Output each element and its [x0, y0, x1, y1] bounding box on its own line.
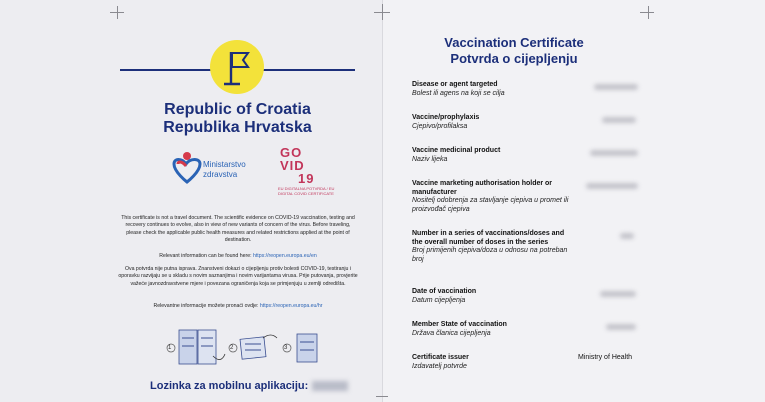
crop-mark: [648, 6, 649, 19]
crop-mark: [382, 4, 383, 20]
field-label-hr: Cjepivo/profilaksa: [412, 122, 468, 130]
crop-mark: [117, 6, 118, 19]
field-label-hr: Datum cijepljenja: [412, 296, 466, 304]
field-label-en: Disease or agent targeted: [412, 81, 498, 88]
certificate-title-hr: Potvrda o cijepljenju: [450, 51, 578, 66]
redacted-value: [620, 233, 634, 239]
field-manufacturer: [412, 180, 572, 214]
covid-logo-caption: EU DIGITALNA POTVRDA / EU DIGITAL COVID CERTIFICATE: [278, 186, 335, 196]
redacted-value: [600, 291, 636, 297]
field-label-en: Member State of vaccination: [412, 321, 507, 328]
relevant-info-hr-label: Relevantne informacije možete pronaći ovdje:: [153, 303, 260, 309]
flag-emblem-icon: [210, 40, 264, 94]
field-label-en: Number in a series of vaccinations/doses and the overall number of doses in the series: [412, 230, 565, 246]
field-label-hr: Broj primijenih cjepiva/doza u odnosu na potreban broj: [412, 247, 568, 263]
step-1-number: 1: [168, 345, 172, 351]
field-label-en: Vaccine medicinal product: [412, 147, 501, 154]
field-vaccine-type: [412, 114, 572, 131]
mobile-app-password: [150, 380, 348, 393]
country-name-hr: Republika Hrvatska: [163, 119, 312, 136]
relevant-info-en: [118, 253, 358, 260]
field-label-hr: Bolest ili agens na koji se cilja: [412, 89, 505, 97]
field-vaccine-product: [412, 147, 572, 164]
reopen-link-hr[interactable]: https://reopen.europa.eu/hr: [259, 303, 323, 309]
password-redacted: [312, 381, 348, 391]
field-dose-number: [412, 230, 572, 264]
notice-en: This certificate is not a travel document. The scientific evidence on COVID-19 vaccination, testing and recovery continues to evolve, also in view of new variants of concern of the virus. Before traveling, please check the applicable public health measures and related restrictions applied at the point of destination.: [121, 215, 355, 243]
crop-mark: [640, 12, 654, 13]
ministry-name: [203, 160, 246, 180]
field-label-en: Vaccine/prophylaxis: [412, 114, 480, 121]
covid-logo-line-1: GO: [280, 145, 303, 160]
field-label-hr: Država članica cijepljenja: [412, 329, 491, 337]
redacted-value: [594, 84, 638, 90]
ministry-line-2: zdravstva: [203, 170, 238, 179]
redacted-value: [590, 150, 638, 156]
field-label-en: Vaccine marketing authorisation holder or manufacturer: [412, 180, 553, 196]
crop-mark: [376, 396, 388, 397]
ministry-heart-logo-icon: [170, 150, 204, 186]
field-vaccination-date: [412, 288, 572, 305]
field-label-en: Date of vaccination: [412, 288, 477, 295]
mobile-app-password-label: Lozinka za mobilnu aplikaciju:: [150, 380, 309, 392]
certificate-title-en: Vaccination Certificate: [444, 35, 584, 50]
folding-steps-illustration: [165, 324, 325, 370]
step-3-number: 3: [284, 345, 288, 351]
relevant-info-en-label: Relevant information can be found here:: [159, 253, 253, 259]
notice-hr: Ova potvrda nije putna isprava. Znanstveni dokazi o cijepljenju protiv bolesti COVID-19, testiranju i oporavku razvijaju se u skladu s novim saznanjima i novim varijantama virusa. Prije putovanja, provjerite važeće javnozdravstvene mjere i povezana ograničenja koja se primjenjuju u zemlji odredišta.: [118, 266, 358, 287]
field-member-state: [412, 321, 572, 338]
field-label-hr: Naziv lijeka: [412, 155, 448, 163]
covid-logo-line-2: VID: [280, 158, 305, 173]
field-issuer: [412, 354, 572, 371]
step-2-number: 2: [230, 345, 234, 351]
ministry-line-1: Ministarstvo: [203, 160, 246, 169]
field-label-en: Certificate issuer: [412, 354, 469, 361]
redacted-value: [606, 324, 636, 330]
redacted-value: [602, 117, 636, 123]
field-label-hr: Nositelj odobrenja za stavljanje cjepiva u promet ili proizvođač cjepiva: [412, 197, 569, 213]
relevant-info-hr: [118, 303, 358, 310]
field-disease: [412, 81, 572, 98]
issuer-value: Ministry of Health: [578, 354, 633, 361]
covid-logo-line-3: 19: [298, 171, 315, 186]
field-label-hr: Izdavatelj potvrde: [412, 362, 467, 370]
country-name-en: Republic of Croatia: [164, 101, 311, 118]
reopen-link-en[interactable]: https://reopen.europa.eu/en: [252, 253, 317, 259]
redacted-value: [586, 183, 638, 189]
